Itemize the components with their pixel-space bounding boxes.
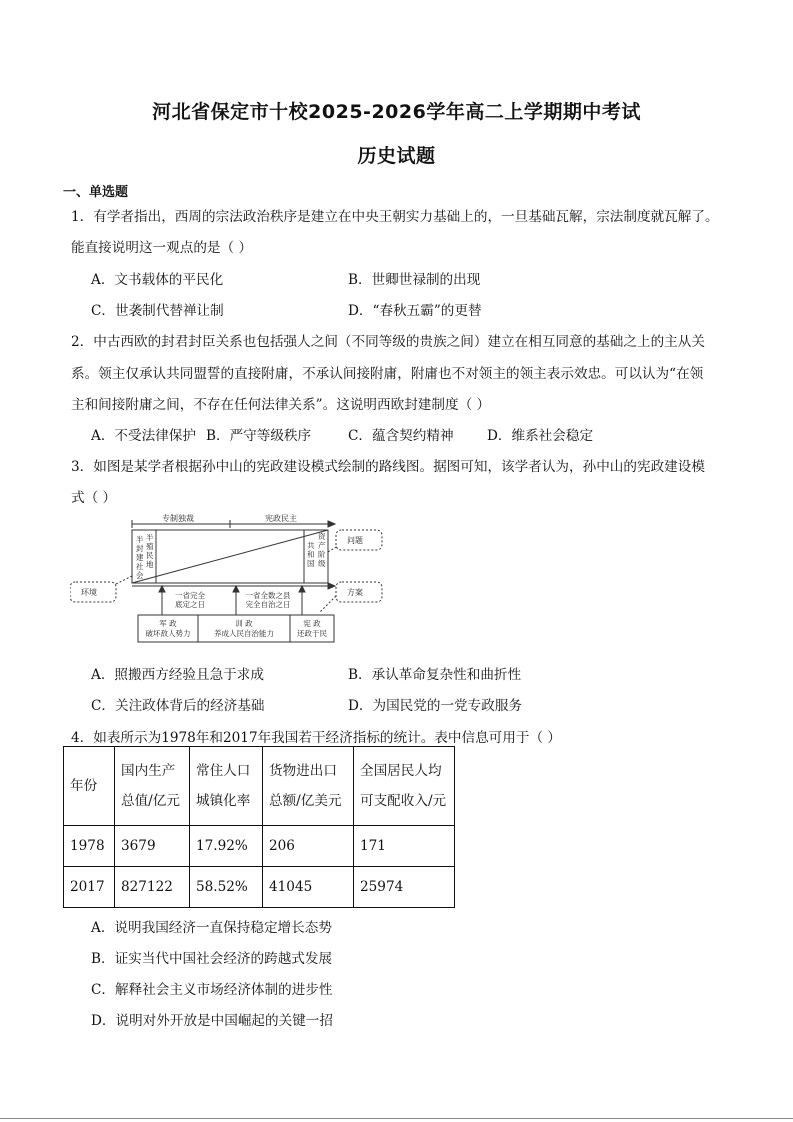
question-1-line-1: 1．有学者指出，西周的宗法政治秩序是建立在中央王朝实力基础上的，一旦基础瓦解，宗法制度就瓦解了。 (71, 209, 719, 225)
diagram-right-char: 和 (307, 550, 315, 559)
table-header-row (64, 747, 455, 826)
diagram-right-char: 资 (318, 532, 326, 541)
table-header-cell: 国内生产 总值/亿元 (115, 747, 190, 826)
question-3-option-b[interactable]: B．承认革命复杂性和曲折性 (348, 667, 522, 683)
diagram-callout-problem: 问题 (347, 536, 363, 545)
diagram-right-char: 级 (318, 559, 326, 568)
page-bottom-divider (0, 1118, 793, 1119)
page-title: 河北省保定市十校2025-2026学年高二上学期期中考试 (152, 101, 641, 123)
question-2-option-b[interactable]: B．严守等级秩序 (206, 428, 312, 444)
diagram-label-democracy: 宪政民主 (265, 514, 297, 523)
diagram-left-char: 封 (136, 544, 144, 553)
table-row (64, 826, 455, 867)
diagram-stage-name: 宪 政 (303, 619, 321, 628)
diagram-mid-left-1: 一省完全 (175, 591, 205, 600)
question-3-option-d[interactable]: D．为国民党的一党专政服务 (348, 698, 523, 714)
table-cell: 25974 (354, 867, 455, 908)
diagram-left-char: 社 (136, 562, 144, 571)
question-2-line-2: 系。领主仅承认共同盟誓的直接附庸，不承认间接附庸，附庸也不对领主的领主表示效忠。可以认为“在领 (71, 366, 704, 382)
economic-indicators-table (63, 746, 455, 908)
diagram-left-char: 地 (146, 560, 154, 569)
diagram-right-char: 共 (307, 541, 315, 550)
table-header-cell: 年份 (64, 747, 115, 826)
question-4-option-d[interactable]: D．说明对外开放是中国崛起的关键一招 (91, 1013, 333, 1029)
table-cell: 17.92% (190, 826, 263, 867)
diagram-right-char: 产 (318, 541, 326, 550)
table-cell: 827122 (115, 867, 190, 908)
diagram-left-char: 会 (136, 571, 144, 580)
diagram-right-char: 国 (307, 559, 315, 568)
page-subtitle: 历史试题 (357, 145, 436, 167)
diagram-left-char: 殖 (146, 542, 154, 551)
diagram-stage-desc: 破坏敌人势力 (145, 629, 191, 638)
table-cell: 58.52% (190, 867, 263, 908)
diagram-stage-desc: 还政于民 (297, 629, 327, 638)
diagram-left-char: 半 (146, 533, 154, 542)
question-2-option-c[interactable]: C．蕴含契约精神 (348, 428, 454, 444)
question-4-option-c[interactable]: C．解释社会主义市场经济体制的进步性 (91, 982, 333, 998)
table-header-cell: 全国居民人均 可支配收入/元 (354, 747, 455, 826)
diagram-stage-name: 训 政 (235, 619, 253, 628)
diagram-left-char: 半 (136, 535, 144, 544)
question-1-option-a[interactable]: A．文书载体的平民化 (91, 272, 224, 288)
diagram-callout-environment: 环境 (81, 588, 97, 597)
diagram-left-char: 建 (136, 553, 144, 562)
question-1-line-2: 能直接说明这一观点的是（ ） (71, 240, 253, 256)
question-3-option-a[interactable]: A．照搬西方经验且急于求成 (91, 667, 264, 683)
diagram-left-char: 民 (146, 551, 154, 560)
question-2-option-d[interactable]: D．维系社会稳定 (487, 428, 594, 444)
table-cell: 171 (354, 826, 455, 867)
diagram-mid-left-2: 底定之日 (175, 600, 205, 609)
question-3-option-c[interactable]: C．关注政体背后的经济基础 (91, 698, 265, 714)
section-heading: 一、单选题 (63, 185, 129, 200)
table-cell: 3679 (115, 826, 190, 867)
question-4-line-1: 4．如表所示为1978年和2017年我国若干经济指标的统计。表中信息可用于（ ） (71, 730, 561, 746)
diagram-label-autocracy: 专制独裁 (162, 514, 194, 523)
diagram-mid-right-1: 一省全数之县 (245, 591, 291, 600)
table-cell: 2017 (64, 867, 115, 908)
diagram-right-char: 阶 (318, 550, 326, 559)
question-4-option-b[interactable]: B．证实当代中国社会经济的跨越式发展 (91, 951, 333, 967)
question-2-option-a[interactable]: A．不受法律保护 (91, 428, 196, 444)
table-cell: 1978 (64, 826, 115, 867)
diagram-stage-name: 军 政 (159, 619, 177, 628)
question-1-option-d[interactable]: D．“春秋五霸”的更替 (348, 303, 482, 319)
question-4-option-a[interactable]: A．说明我国经济一直保持稳定增长态势 (91, 920, 332, 936)
diagram-mid-right-2: 完全自治之日 (245, 600, 291, 609)
question-2-line-3: 主和间接附庸之间，不存在任何法律关系”。这说明西欧封建制度（ ） (71, 397, 491, 413)
table-cell: 41045 (263, 867, 354, 908)
table-header-cell: 货物进出口 总额/亿美元 (263, 747, 354, 826)
question-1-option-b[interactable]: B．世卿世禄制的出现 (348, 272, 481, 288)
question-1-option-c[interactable]: C．世袭制代替禅让制 (91, 303, 224, 319)
table-header-cell: 常住人口 城镇化率 (190, 747, 263, 826)
table-row (64, 867, 455, 908)
constitution-roadmap-diagram (70, 512, 400, 647)
diagram-stage-desc: 养成人民自治能力 (214, 629, 274, 638)
table-cell: 206 (263, 826, 354, 867)
diagram-callout-plan: 方案 (347, 588, 363, 597)
question-2-line-1: 2．中古西欧的封君封臣关系也包括强人之间（不同等级的贵族之间）建立在相互同意的基础之上的主从关 (71, 334, 705, 350)
question-3-line-2: 式（ ） (71, 490, 117, 506)
question-3-line-1: 3．如图是某学者根据孙中山的宪政建设模式绘制的路线图。据图可知，该学者认为，孙中山的宪政建设模 (71, 459, 705, 475)
